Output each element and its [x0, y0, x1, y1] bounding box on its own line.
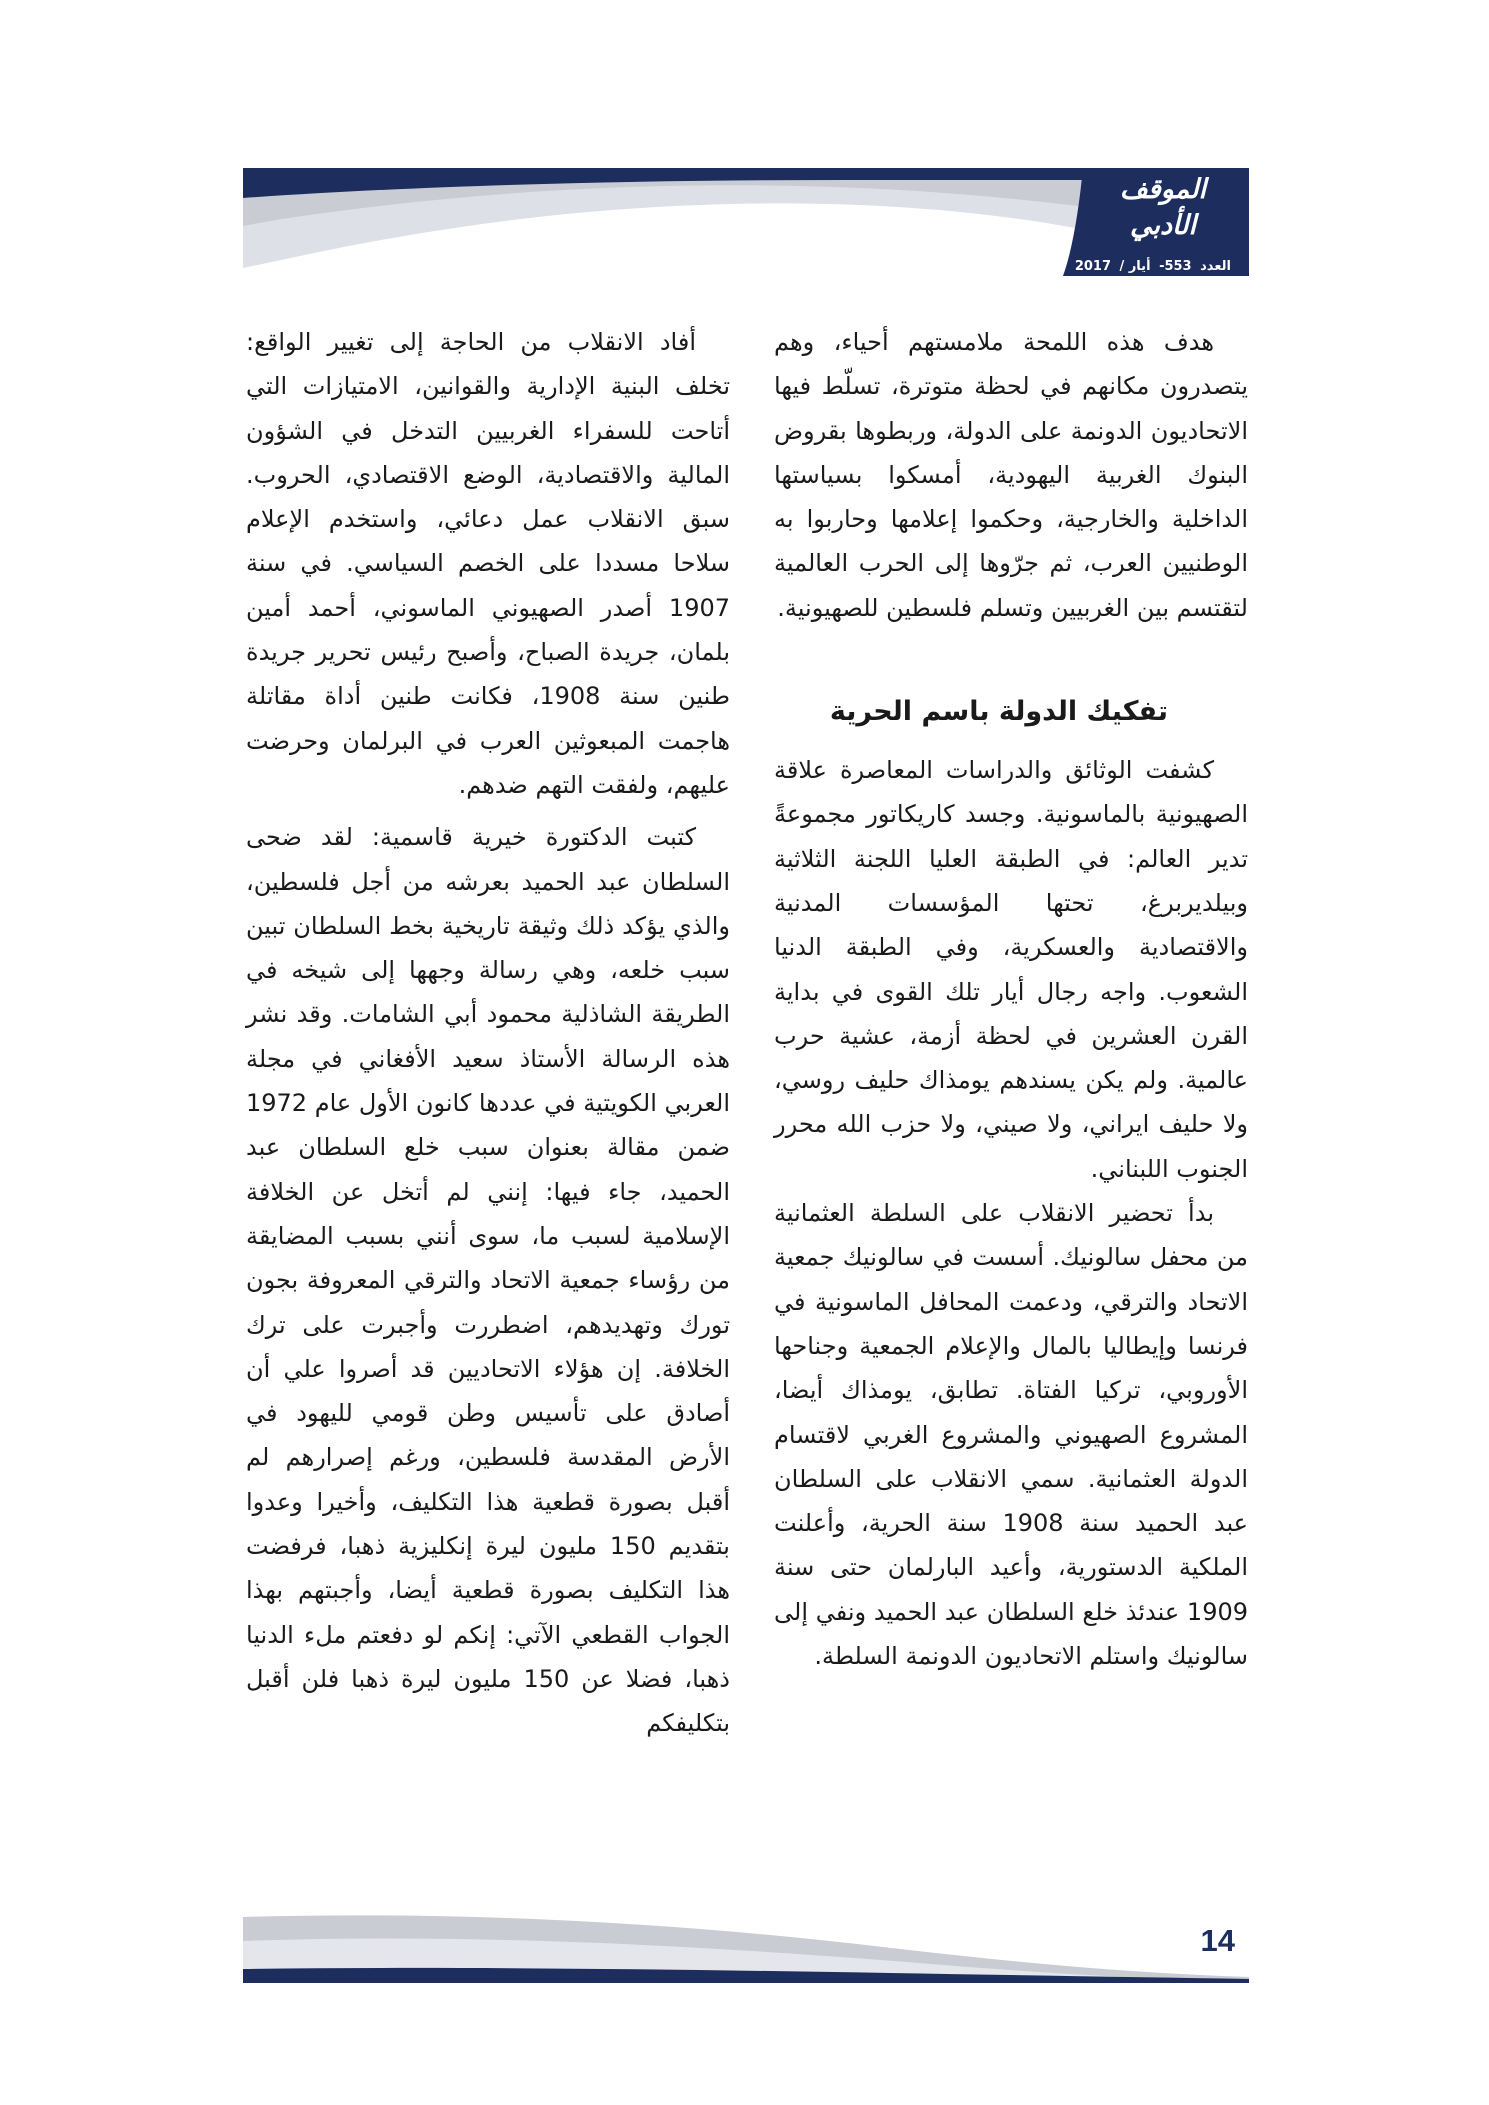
issue-info [1074, 258, 1233, 276]
right-paragraph-2: كشفت الوثائق والدراسات المعاصرة علاقة الصهيونية بالماسونية. وجسد كاريكاتور مجموعةً تدير العالم: في الطبقة العليا اللجنة الثلاثية وبيلديربرغ، تحتها المؤسسات المدنية والاقتصادية والعسكرية، وفي الطبقة الدنيا الشعوب. واجه رجال أيار تلك القوى في بداية القرن العشرين في لحظة أزمة، عشية حرب عالمية. ولم يكن يسندهم يومذاك حليف روسي، ولا حليف ايراني، ولا صيني، ولا حزب الله محرر الجنوب اللبناني. [774, 756, 1248, 1183]
page-number: 14 [1200, 1923, 1235, 1958]
magazine-logo: الموقف الأدبي [1119, 174, 1207, 241]
right-column [774, 320, 1248, 1678]
left-column [246, 320, 730, 1746]
right-paragraph-3: بدأ تحضير الانقلاب على السلطة العثمانية من محفل سالونيك. أسست في سالونيك جمعية الاتحاد والترقي، ودعمت المحافل الماسونية في فرنسا وإيطاليا بالمال والإعلام الجمعية وجناحها الأوروبي، تركيا الفتاة. تطابق، يومذاك أيضا، المشروع الصهيوني والمشروع الغربي لاقتسام الدولة العثمانية. سمي الانقلاب على السلطان عبد الحميد سنة 1908 سنة الحرية، وأعلنت الملكية الدستورية، وأعيد البارلمان حتى سنة 1909 عندئذ خلع السلطان عبد الحميد ونفي إلى سالونيك واستلم الاتحاديون الدونمة السلطة. [774, 1199, 1249, 1671]
issue-label: العدد [1200, 259, 1231, 274]
masthead [1074, 172, 1233, 276]
header-band [243, 168, 1249, 276]
left-paragraph-2: كتبت الدكتورة خيرية قاسمية: لقد ضحى السلطان عبد الحميد بعرشه من أجل فلسطين، والذي يؤكد ذلك وثيقة تاريخية بخط السلطان تبين سبب خلعه، وهي رسالة وجهها إلى شيخه في الطريقة الشاذلية محمود أبي الشامات. وقد نشر هذه الرسالة الأستاذ سعيد الأفغاني في مجلة العربي الكويتية في عددها كانون الأول عام 1972 ضمن مقالة بعنوان سبب خلع السلطان عبد الحميد، جاء فيها: إنني لم أتخل عن الخلافة الإسلامية لسبب ما، سوى أنني بسبب المضايقة من رؤساء جمعية الاتحاد والترقي المعروفة بجون تورك وتهديدهم، اضطررت وأجبرت على ترك الخلافة. إن هؤلاء الاتحاديين قد أصروا علي أن أصادق على تأسيس وطن قومي لليهود في الأرض المقدسة فلسطين، ورغم إصرارهم لم أقبل بصورة قطعية هذا التكليف، وأخيرا وعدوا بتقديم 150 مليون ليرة إنكليزية ذهبا، فرفضت هذا التكليف بصورة قطعية أيضا، وأجبتهم بهذا الجواب القطعي الآتي: إنكم لو دفعتم ملء الدنيا ذهبا، فضلا عن 150 مليون ليرة ذهبا فلن أقبل بتكليفكم [246, 823, 730, 1738]
issue-number: 553- [1159, 259, 1192, 274]
footer-band [243, 1907, 1249, 1983]
right-paragraph-1: هدف هذه اللمحة ملامستهم أحياء، وهم يتصدرون مكانهم في لحظة متوترة، تسلّط فيها الاتحاديون الدونمة على الدولة، وربطوها بقروض البنوك الغربية اليهودية، أمسكوا بسياستها الداخلية والخارجية، وحكموا إعلامها وحاربوا به الوطنيين العرب، ثم جرّوها إلى الحرب العالمية لتقتسم بين الغربيين وتسلم فلسطين للصهيونية. [774, 328, 1248, 622]
footer-swoosh [243, 1907, 1249, 1983]
left-paragraph-1: أفاد الانقلاب من الحاجة إلى تغيير الواقع: تخلف البنية الإدارية والقوانين، الامتيازات التي أتاحت للسفراء الغربيين التدخل في الشؤون المالية والاقتصادية، الوضع الاقتصادي، الحروب. سبق الانقلاب عمل دعائي، واستخدم الإعلام سلاحا مسددا على الخصم السياسي. في سنة 1907 أصدر الصهيوني الماسوني، أحمد أمين بلمان، جريدة الصباح، وأصبح رئيس تحرير جريدة طنين سنة 1908، فكانت طنين أداة مقاتلة هاجمت المبعوثين العرب في البرلمان وحرضت عليهم، ولفقت التهم ضدهم. [246, 328, 730, 799]
issue-year: 2017 [1074, 259, 1112, 274]
issue-month: أيار / [1119, 259, 1151, 274]
section-heading: تفكيك الدولة باسم الحرية [829, 696, 1168, 728]
